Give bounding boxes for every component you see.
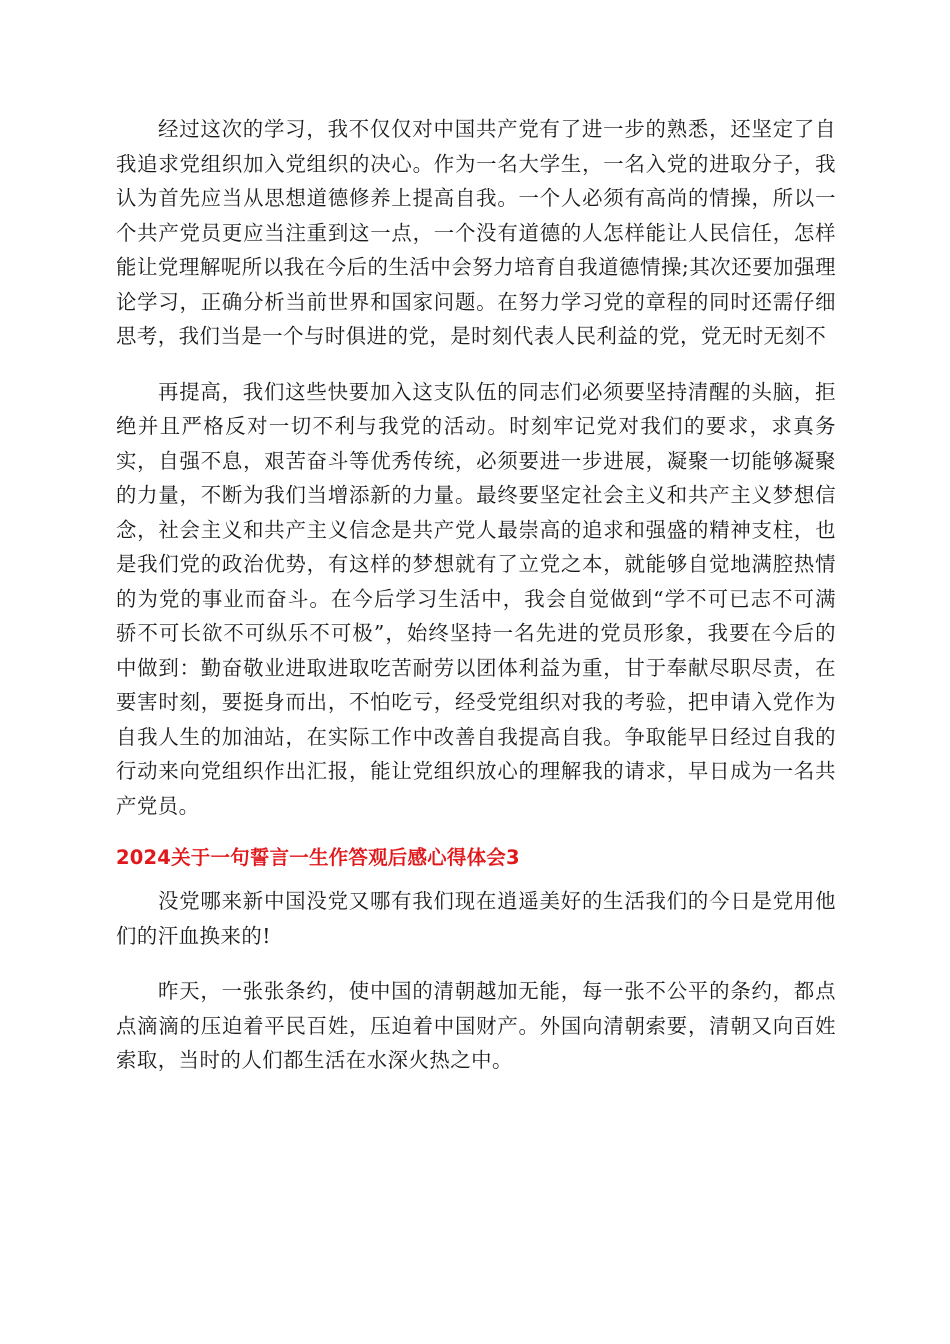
paragraph-commitment: 再提高，我们这些快要加入这支队伍的同志们必须要坚持清醒的头脑，拒绝并且严格反对一切不利与我党的活动。时刻牢记党对我们的要求，求真务实，自强不息，艰苦奋斗等优秀传统，必须要进一步进展，凝聚一切能够凝聚的力量，不断为我们当增添新的力量。最终要坚定社会主义和共产主义梦想信念，社会主义和共产主义信念是共产党人最崇高的追求和强盛的精神支柱，也是我们党的政治优势，有这样的梦想就有了立党之本，就能够自觉地满腔热情的为党的事业而奋斗。在今后学习生活中，我会自觉做到“学不可已志不可满骄不可长欲不可纵乐不可极”，始终坚持一名先进的党员形象，我要在今后的中做到：勤奋敬业进取进取吃苦耐劳以团体利益为重，甘于奉献尽职尽责，在要害时刻，要挺身而出，不怕吃亏，经受党组织对我的考验，把申请入党作为自我人生的加油站，在实际工作中改善自我提高自我。争取能早日经过自我的行动来向党组织作出汇报，能让党组织放心的理解我的请求，早日成为一名共产党员。 (116, 379, 836, 818)
paragraph-study-reflection: 经过这次的学习，我不仅仅对中国共产党有了进一步的熟悉，还坚定了自我追求党组织加入党组织的决心。作为一名大学生，一名入党的进取分子，我认为首先应当从思想道德修养上提高自我。一个人必须有高尚的情操，所以一个共产党员更应当注重到这一点，一个没有道德的人怎样能让人民信任，怎样能让党理解呢所以我在今后的生活中会努力培育自我道德情操;其次还要加强理论学习，正确分析当前世界和国家问题。在努力学习党的章程的同时还需仔细思考，我们当是一个与时俱进的党，是时刻代表人民利益的党，党无时无刻不 (116, 117, 836, 348)
heading-spacer (116, 875, 836, 884)
paragraph-party-gratitude: 没党哪来新中国没党又哪有我们现在逍遥美好的生活我们的今日是党用他们的汗血换来的! (116, 889, 836, 948)
section-heading: 2024关于一句誓言一生作答观后感心得体会3 (116, 846, 520, 869)
paragraph-history: 昨天，一张张条约，使中国的清朝越加无能，每一张不公平的条约，都点点滴滴的压迫着平民百姓，压迫着中国财产。外国向清朝索要，清朝又向百姓索取，当时的人们都生活在水深火热之中。 (116, 979, 836, 1072)
paragraph-spacer (116, 354, 836, 375)
document-body (116, 112, 836, 1078)
paragraph-spacer (116, 823, 836, 841)
paragraph-spacer (116, 953, 836, 974)
